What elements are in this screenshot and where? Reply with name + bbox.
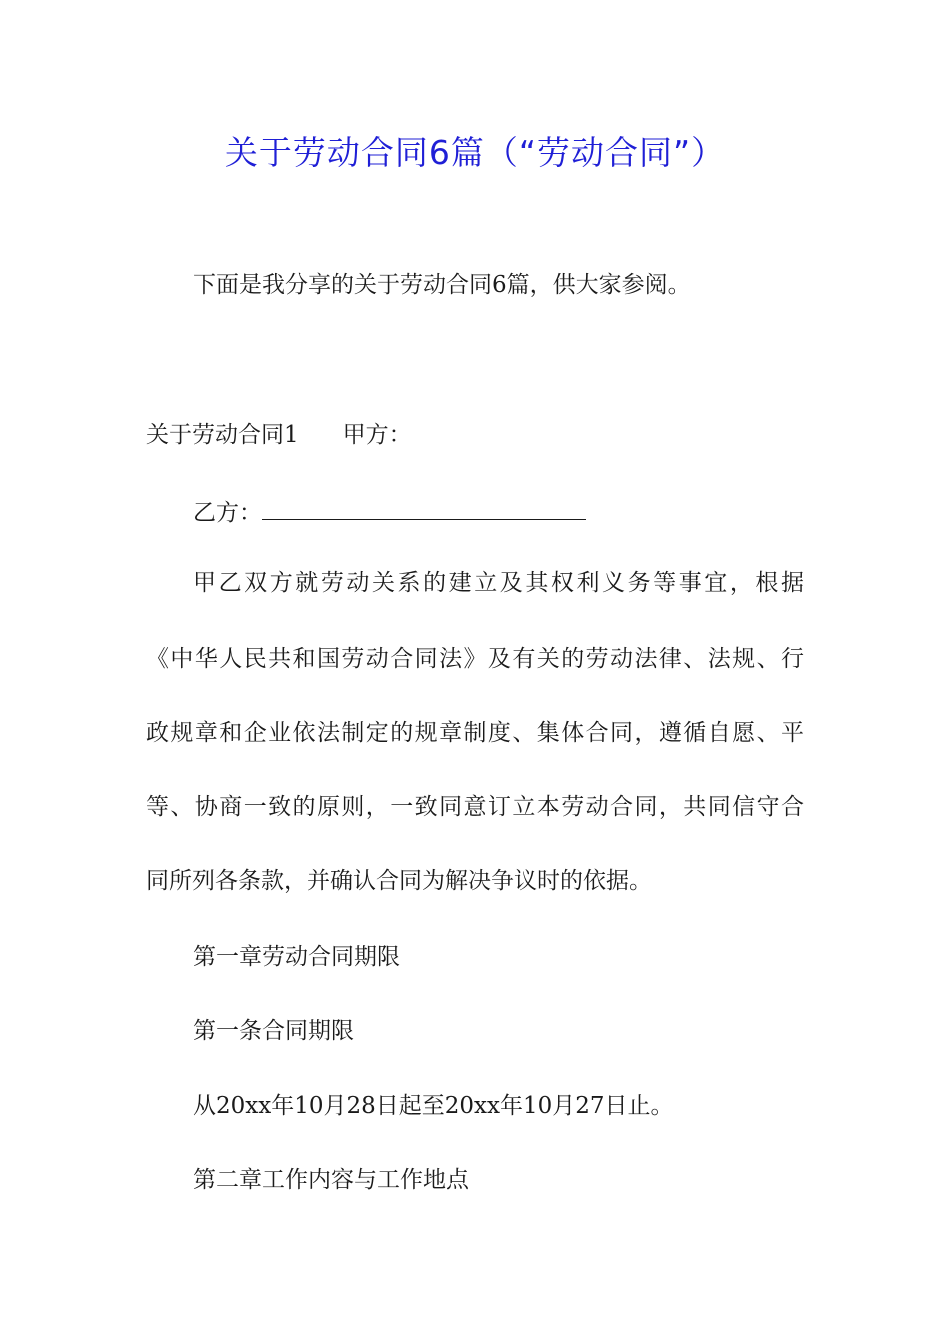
body-line-1: 甲乙双方就劳动关系的建立及其权利义务等事宜，根据 (193, 570, 804, 596)
body-line-5: 同所列各条款，并确认合同为解决争议时的依据。 (146, 868, 652, 894)
contract-term: 从20xx年10月28日起至20xx年10月27日止。 (193, 1093, 674, 1119)
section-heading-row (146, 418, 412, 452)
party-b-label: 乙方： (193, 500, 262, 526)
chapter-1-heading: 第一章劳动合同期限 (193, 944, 400, 970)
chapter-2-heading: 第二章工作内容与工作地点 (193, 1167, 469, 1193)
party-b-row (193, 493, 586, 530)
party-b-blank-line (262, 493, 586, 520)
body-line-2: 《中华人民共和国劳动合同法》及有关的劳动法律、法规、行 (146, 646, 804, 672)
intro-paragraph: 下面是我分享的关于劳动合同6篇，供大家参阅。 (193, 272, 691, 298)
document-title: 关于劳动合同6篇（“劳动合同”） (224, 133, 726, 172)
body-line-4: 等、协商一致的原则，一致同意订立本劳动合同，共同信守合 (146, 794, 804, 820)
party-a-label: 甲方： (342, 422, 412, 448)
body-line-3: 政规章和企业依法制定的规章制度、集体合同，遵循自愿、平 (146, 720, 804, 746)
article-1-heading: 第一条合同期限 (193, 1018, 354, 1044)
section-heading: 关于劳动合同1 (146, 422, 299, 448)
